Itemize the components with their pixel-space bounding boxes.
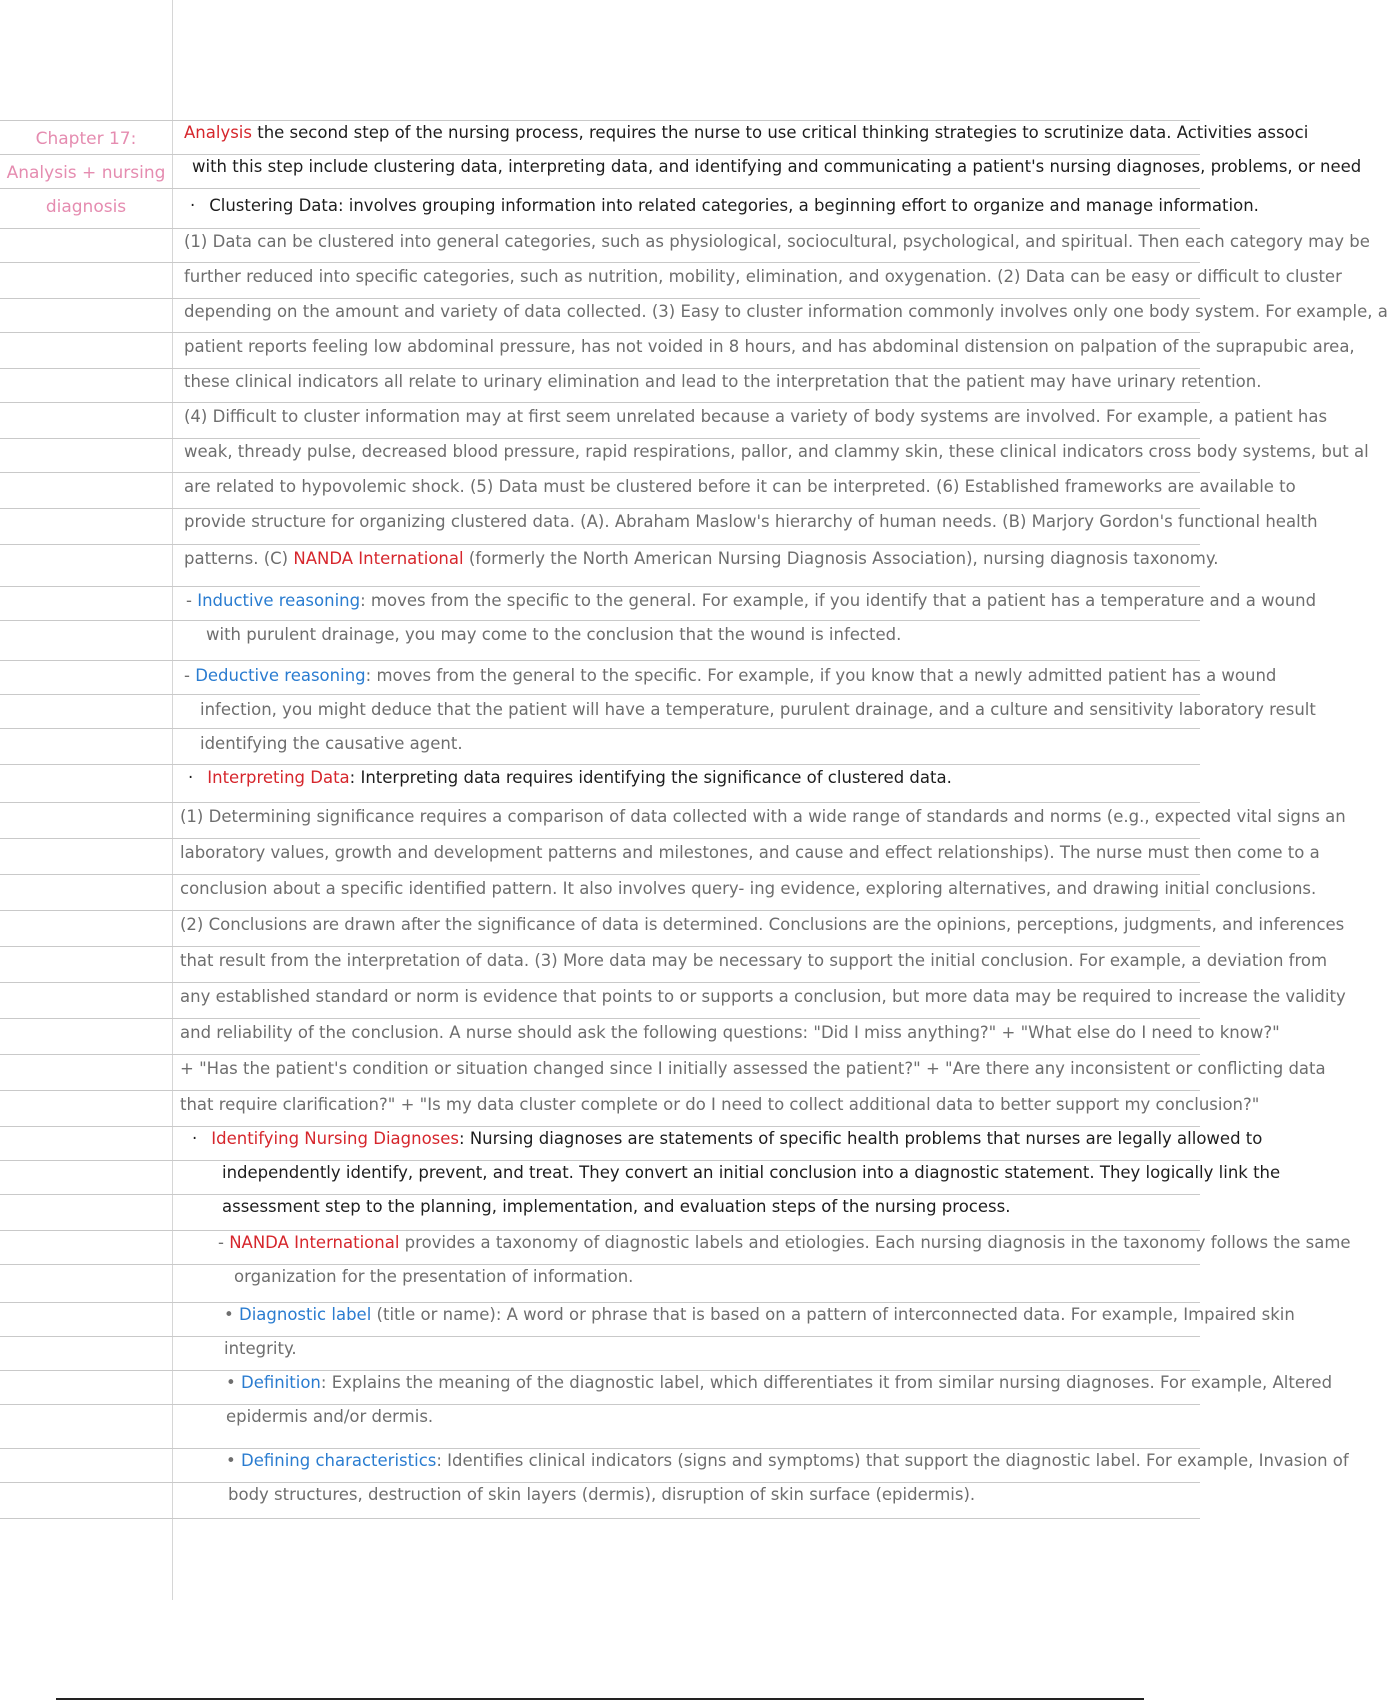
note-line [180,946,1328,976]
note-text: : moves from the general to the specific. For example, if you know that a newly admitted patient has a wound [365,666,1277,685]
note-line [180,620,1226,650]
note-text: conclusion about a specific identified pattern. It also involves query- ing evidence, exploring alternatives, and drawing initial conclusions. [180,879,1317,898]
note-line [180,1402,1246,1432]
note-text: patient reports feeling low abdominal pressure, has not voided in 8 hours, and has abdominal distension on palpation of the suprapubic area, [184,337,1355,356]
note-line [180,1300,1295,1330]
note-text: are related to hypovolemic shock. (5) Data must be clustered before it can be interpreted. (6) Established frameworks are available to [184,477,1296,496]
note-text: - [186,591,198,610]
note-line [180,262,1342,292]
margin-line [172,0,173,1600]
key-term: Interpreting Data [207,768,350,787]
note-line [180,1090,1260,1120]
note-text: depending on the amount and variety of data collected. (3) Easy to cluster information commonly involves only one body system. For example, a [184,302,1388,321]
key-term: NANDA International [229,1233,400,1252]
note-text: identifying the causative agent. [200,734,463,753]
note-text: further reduced into specific categories, such as nutrition, mobility, elimination, and oxygenation. (2) Data can be easy or difficult to cluster [184,267,1342,286]
note-text: and reliability of the conclusion. A nurse should ask the following questions: "Did I miss anything?" + "What else do I need to know?" [180,1023,1280,1042]
bullet-point: · [190,196,196,215]
note-line [180,838,1320,868]
note-text: provide structure for organizing clustered data. (A). Abraham Maslow's hierarchy of human needs. (B) Marjory Gordon's functional health [184,512,1318,531]
note-text: integrity. [224,1339,297,1358]
note-text: body structures, destruction of skin layers (dermis), disruption of skin surface (epidermis). [228,1485,976,1504]
note-line [180,874,1317,904]
note-line [180,1054,1326,1084]
note-text: (formerly the North American Nursing Diagnosis Association), nursing diagnosis taxonomy. [463,549,1219,568]
note-line [180,437,1369,467]
note-line [180,910,1345,940]
note-text: : Explains the meaning of the diagnostic label, which differentiates it from similar nursing diagnoses. For example, Altered [320,1373,1333,1392]
note-text: (1) Determining significance requires a comparison of data collected with a wide range of standards and norms (e.g., expected vital signs an [180,807,1346,826]
note-text: with this step include clustering data, interpreting data, and identifying and communicating a patient's nursing diagnoses, problems, or need [192,157,1362,176]
note-line [180,152,1362,182]
note-text: provides a taxonomy of diagnostic labels and etiologies. Each nursing diagnosis in the taxonomy follows the same [399,1233,1351,1252]
key-term: NANDA International [293,549,464,568]
key-term: Deductive reasoning [195,666,366,685]
note-text: infection, you might deduce that the patient will have a temperature, purulent drainage, and a culture and sensitivity laboratory result [200,700,1316,719]
key-term: Analysis [184,123,252,142]
ruled-line [0,188,1200,189]
key-term: Diagnostic label [238,1305,372,1324]
note-line [180,1018,1280,1048]
note-text: • [224,1305,239,1324]
ruled-line [0,1518,1200,1519]
note-text: • [226,1373,241,1392]
note-text: these clinical indicators all relate to urinary elimination and lead to the interpretation that the patient may have urinary retention. [184,372,1262,391]
key-term: Identifying Nursing Diagnoses [211,1129,460,1148]
note-text: - [184,666,196,685]
note-line [180,1480,1248,1510]
note-line [180,695,1316,725]
note-text: Clustering Data: involves grouping information into related categories, a beginning effort to organize and manage information. [204,196,1259,215]
note-line [180,982,1346,1012]
note-text: patterns. (C) [184,549,294,568]
note-text: weak, thready pulse, decreased blood pressure, rapid respirations, pallor, and clammy skin, these clinical indicators cross body systems, but al [184,442,1369,461]
note-text: (2) Conclusions are drawn after the significance of data is determined. Conclusions are the opinions, perceptions, judgments, and inferences [180,915,1345,934]
note-text: epidermis and/or dermis. [226,1407,434,1426]
note-line [180,472,1296,502]
key-term: Definition [240,1373,321,1392]
note-line [180,191,1259,221]
note-text: organization for the presentation of information. [234,1267,634,1286]
note-text: that result from the interpretation of data. (3) More data may be necessary to support the initial conclusion. For example, a deviation from [180,951,1328,970]
note-line [180,661,1277,691]
note-text: • [226,1451,241,1470]
note-line [180,367,1262,397]
note-text: : Identifies clinical indicators (signs and symptoms) that support the diagnostic label. For example, Invasion of [436,1451,1349,1470]
note-line [180,297,1388,327]
note-text: : Interpreting data requires identifying the significance of clustered data. [349,768,952,787]
chapter-title-line: Analysis + nursing [6,163,166,183]
note-text: any established standard or norm is evidence that points to or supports a conclusion, but more data may be required to increase the validity [180,987,1346,1006]
note-line [180,1158,1281,1188]
note-text: independently identify, prevent, and treat. They convert an initial conclusion into a diagnostic statement. They logically link the [222,1163,1281,1182]
note-text: assessment step to the planning, implementation, and evaluation steps of the nursing process. [222,1197,1011,1216]
note-line [180,1334,1244,1364]
note-line [180,1228,1351,1258]
note-line [180,802,1346,832]
note-line [180,1124,1263,1154]
note-text: laboratory values, growth and development patterns and milestones, and cause and effect relationships). The nurse must then come to a [180,843,1320,862]
note-line [180,729,1220,759]
note-line [180,507,1318,537]
key-term: Defining characteristics [240,1451,437,1470]
chapter-title-line: Chapter 17: [35,129,137,149]
note-text: (1) Data can be clustered into general categories, such as physiological, sociocultural, psychological, and spiritual. Then each category may be [184,232,1370,251]
note-text: : moves from the specific to the general. For example, if you identify that a patient has a temperature and a wound [360,591,1317,610]
note-text: the second step of the nursing process, requires the nurse to use critical thinking strategies to scrutinize data. Activities associ [251,123,1309,142]
bullet-point: · [188,768,194,787]
key-term: Inductive reasoning [197,591,361,610]
note-text: with purulent drainage, you may come to the conclusion that the wound is infected. [206,625,902,644]
note-line [180,1192,1242,1222]
note-line [180,1368,1333,1398]
note-line [180,227,1370,257]
note-line [180,402,1328,432]
bullet-point: · [192,1129,198,1148]
note-line [180,332,1355,362]
note-text: : Nursing diagnoses are statements of specific health problems that nurses are legally allowed to [459,1129,1263,1148]
chapter-title-line: diagnosis [45,197,127,217]
note-text: (4) Difficult to cluster information may at first seem unrelated because a variety of body systems are involved. For example, a patient has [184,407,1328,426]
note-line [180,1446,1349,1476]
note-text: that require clarification?" + "Is my data cluster complete or do I need to collect additional data to better support my conclusion?" [180,1095,1260,1114]
note-line [180,586,1317,616]
note-line [180,544,1219,574]
chapter-title [0,122,172,224]
note-text: - [218,1233,230,1252]
note-text: + "Has the patient's condition or situation changed since I initially assessed the patient?" + "Are there any inconsistent or conflicting data [180,1059,1326,1078]
note-line [180,1262,1254,1292]
note-line [180,763,1208,793]
note-text: (title or name): A word or phrase that is based on a pattern of interconnected data. For example, Impaired skin [371,1305,1295,1324]
note-line [180,118,1309,148]
